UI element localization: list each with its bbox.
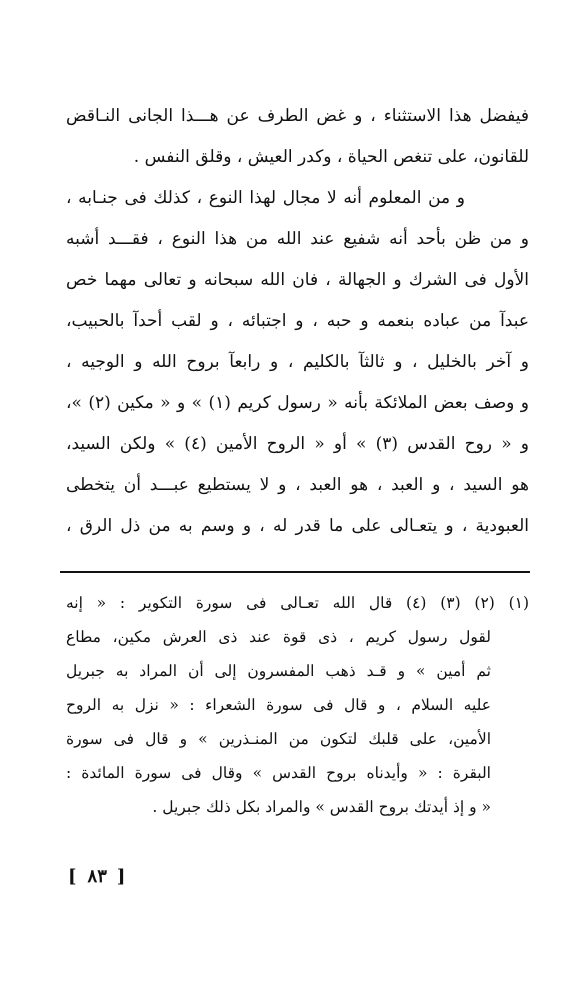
- footnote-line: ثم أمين » و قـد ذهب المفسرون إلى أن المراد به جبريل: [66, 662, 491, 680]
- body-line: و « روح القدس (٣) » أو « الروح الأمين (٤) » ولكن السيد،: [66, 434, 529, 454]
- footnotes: [66, 586, 529, 824]
- page-number-value: ٨٣: [87, 866, 107, 887]
- body-line: عبدآ من عباده بنعمه و حبه ، و اجتبائه ، و لقب أحدآ بالحبيب،: [66, 311, 529, 331]
- footnote-line: « و إذ أيدتك بروح القدس » والمراد بكل ذلك جبريل .: [152, 798, 491, 816]
- page-number: [68, 860, 126, 894]
- main-body-text: [66, 96, 529, 547]
- footnote-line: (١) (٢) (٣) (٤) قال الله تعـالى فى سورة التكوير : « إنه: [66, 594, 529, 612]
- body-line: فيفضل هذا الاستثناء ، و غض الطرف عن هـــذا الجانى النـاقض: [66, 106, 529, 126]
- body-line: و آخر بالخليل ، و ثالثآ بالكليم ، و رابعآ بروح الله و الوجيه ،: [66, 352, 529, 372]
- footnote-line: عليه السلام ، و قال فى سورة الشعراء : « نزل به الروح: [66, 696, 491, 714]
- footnote-divider: [60, 571, 530, 573]
- footnote-line: البقرة : « وأيدناه بروح القدس » وقال فى سورة المائدة :: [66, 764, 491, 782]
- body-line: للقانون، على تنغص الحياة ، وكدر العيش ، وقلق النفس .: [133, 147, 529, 167]
- body-line: الأول فى الشرك و الجهالة ، فان الله سبحانه و تعالى مهما خص: [66, 270, 529, 290]
- body-line: و من ظن بأحد أنه شفيع عند الله من هذا النوع ، فقـــد أشبه: [66, 229, 529, 249]
- footnote-line: لقول رسول كريم ، ذى قوة عند ذى العرش مكين، مطاع: [66, 628, 491, 646]
- footnote-line: الأمين، على قلبك لتكون من المنـذرين » و قال فى سورة: [66, 730, 491, 748]
- page-number-bracket-close: ]: [116, 866, 127, 887]
- body-line: و وصف بعض الملائكة بأنه « رسول كريم (١) » و « مكين (٢) »،: [66, 393, 529, 413]
- body-line: هو السيد ، و العبد ، هو العبد ، و لا يستطيع عبـــد أن يتخطى: [66, 475, 529, 495]
- body-line: العبودية ، و يتعـالى على ما قدر له ، و وسم به من ذل الرق ،: [66, 516, 529, 536]
- page-number-bracket-open: [: [68, 866, 78, 887]
- body-line: و من المعلوم أنه لا مجال لهذا النوع ، كذلك فى جنـابه ،: [66, 188, 465, 208]
